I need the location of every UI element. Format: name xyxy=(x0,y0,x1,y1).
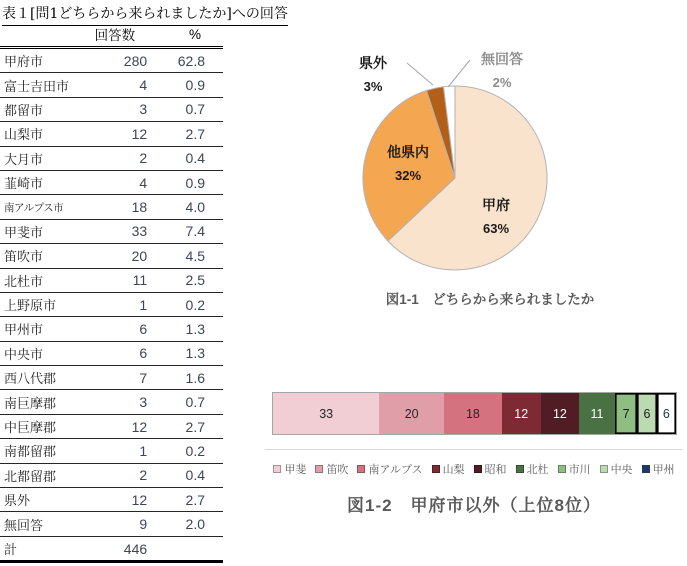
row-count: 3 xyxy=(93,390,148,414)
legend-item xyxy=(273,461,306,477)
pie-label-other-in-pref: 他県内 32% xyxy=(387,144,429,183)
legend-label: 甲斐 xyxy=(284,464,307,476)
row-percent: 0.7 xyxy=(147,390,223,414)
row-percent: 2.0 xyxy=(147,512,223,536)
table-row xyxy=(0,463,223,487)
row-label: 西八代郡 xyxy=(0,366,93,390)
col-header-blank xyxy=(0,22,93,48)
row-count: 4 xyxy=(93,73,148,97)
row-label: 都留市 xyxy=(0,97,93,121)
row-label: 無回答 xyxy=(0,512,93,536)
legend-swatch-icon xyxy=(432,465,440,473)
legend-label: 山梨 xyxy=(442,464,465,476)
row-label: 計 xyxy=(0,536,93,561)
legend-swatch-icon xyxy=(357,465,365,473)
bar-segment: 11 xyxy=(579,393,615,434)
row-label: 山梨市 xyxy=(0,122,93,146)
row-count: 2 xyxy=(93,463,148,487)
table-row xyxy=(0,48,223,73)
legend-item xyxy=(642,461,675,477)
bar-chart-caption: 図1-2 甲府市以外（上位8位） xyxy=(346,496,602,515)
legend-item xyxy=(357,461,422,477)
row-count: 6 xyxy=(93,341,148,365)
row-label: 南アルプス市 xyxy=(0,195,93,219)
bar-segment: 33 xyxy=(273,393,379,434)
row-count: 1 xyxy=(93,439,148,463)
row-percent: 0.4 xyxy=(147,463,223,487)
legend-item xyxy=(474,461,507,477)
legend-swatch-icon xyxy=(516,465,524,473)
legend-swatch-icon xyxy=(642,465,650,473)
col-header-pct: % xyxy=(147,22,223,48)
row-percent: 2.5 xyxy=(147,268,223,292)
row-label: 北都留郡 xyxy=(0,463,93,487)
row-label: 大月市 xyxy=(0,146,93,170)
row-percent: 2.7 xyxy=(147,414,223,438)
row-percent: 2.7 xyxy=(147,122,223,146)
bar-legend xyxy=(265,461,683,477)
row-count: 1 xyxy=(93,292,148,316)
legend-item xyxy=(600,461,633,477)
bar-segment: 6 xyxy=(637,393,656,434)
row-percent: 1.3 xyxy=(147,341,223,365)
row-count: 9 xyxy=(93,512,148,536)
row-count: 11 xyxy=(93,268,148,292)
row-label: 甲府市 xyxy=(0,48,93,73)
row-label: 韮崎市 xyxy=(0,170,93,194)
row-label: 笛吹市 xyxy=(0,244,93,268)
legend-swatch-icon xyxy=(558,465,566,473)
row-label: 中央市 xyxy=(0,341,93,365)
row-percent: 2.7 xyxy=(147,488,223,512)
table-row xyxy=(0,268,223,292)
row-label: 北杜市 xyxy=(0,268,93,292)
table-row xyxy=(0,439,223,463)
legend-label: 笛吹 xyxy=(326,464,349,476)
pie-leader-line xyxy=(407,63,433,85)
legend-label: 昭和 xyxy=(484,464,507,476)
row-label: 甲斐市 xyxy=(0,219,93,243)
pie-leader-line xyxy=(448,60,470,87)
response-table xyxy=(0,22,223,563)
legend-item xyxy=(516,461,549,477)
bar-segment: 12 xyxy=(541,393,580,434)
row-percent: 0.2 xyxy=(147,292,223,316)
row-count: 2 xyxy=(93,146,148,170)
row-label: 南巨摩郡 xyxy=(0,390,93,414)
stacked-bar-figure xyxy=(265,385,687,535)
row-percent: 1.6 xyxy=(147,366,223,390)
row-count: 3 xyxy=(93,97,148,121)
pie-chart-figure xyxy=(340,45,670,313)
pie-label-out-of-pref: 県外 3% xyxy=(359,55,387,94)
legend-item xyxy=(558,461,591,477)
table-row xyxy=(0,317,223,341)
row-count: 446 xyxy=(93,536,148,561)
row-percent: 0.4 xyxy=(147,146,223,170)
row-label: 南都留郡 xyxy=(0,439,93,463)
row-count: 20 xyxy=(93,244,148,268)
row-percent: 0.9 xyxy=(147,73,223,97)
row-percent: 4.5 xyxy=(147,244,223,268)
row-count: 6 xyxy=(93,317,148,341)
pie-label-no-answer: 無回答 2% xyxy=(481,51,523,90)
page-title: 表１[問1どちらから来られましたか]への回答 xyxy=(2,3,288,26)
row-label: 上野原市 xyxy=(0,292,93,316)
row-count: 18 xyxy=(93,195,148,219)
row-count: 4 xyxy=(93,170,148,194)
legend-label: 甲州 xyxy=(652,464,675,476)
col-header-count: 回答数 xyxy=(93,22,148,48)
row-count: 280 xyxy=(93,48,148,73)
legend-label: 市川 xyxy=(568,464,591,476)
legend-label: 南アルプス xyxy=(368,464,423,476)
row-label: 県外 xyxy=(0,488,93,512)
table-row xyxy=(0,244,223,268)
row-label: 中巨摩郡 xyxy=(0,414,93,438)
row-label: 甲州市 xyxy=(0,317,93,341)
legend-item xyxy=(432,461,465,477)
table-row xyxy=(0,170,223,194)
row-count: 7 xyxy=(93,366,148,390)
bar-segment: 7 xyxy=(615,393,638,434)
row-percent: 0.7 xyxy=(147,97,223,121)
legend-swatch-icon xyxy=(474,465,482,473)
legend-swatch-icon xyxy=(600,465,608,473)
table-row xyxy=(0,512,223,536)
table-row xyxy=(0,390,223,414)
row-percent: 0.2 xyxy=(147,439,223,463)
row-percent: 0.9 xyxy=(147,170,223,194)
row-percent: 1.3 xyxy=(147,317,223,341)
row-percent: 7.4 xyxy=(147,219,223,243)
bar-segment: 6 xyxy=(657,393,676,434)
table-row xyxy=(0,292,223,316)
row-count: 12 xyxy=(93,122,148,146)
pie-chart-caption: 図1-1 どちらから来られましたか xyxy=(385,292,595,307)
bar-segment: 18 xyxy=(444,393,502,434)
row-count: 12 xyxy=(93,488,148,512)
row-percent xyxy=(147,536,223,561)
bar-axis-line xyxy=(265,449,683,450)
row-count: 33 xyxy=(93,219,148,243)
table-row xyxy=(0,122,223,146)
table-total-row xyxy=(0,536,223,561)
row-percent: 62.8 xyxy=(147,48,223,73)
pie-label-kofu: 甲府 63% xyxy=(482,197,510,236)
table-row xyxy=(0,366,223,390)
row-percent: 4.0 xyxy=(147,195,223,219)
table-row xyxy=(0,195,223,219)
legend-swatch-icon xyxy=(273,465,281,473)
legend-label: 中央 xyxy=(610,464,633,476)
bar-segment: 12 xyxy=(502,393,541,434)
legend-item xyxy=(315,461,348,477)
table-row xyxy=(0,414,223,438)
stacked-bar xyxy=(272,392,677,435)
row-label: 富士吉田市 xyxy=(0,73,93,97)
table-row xyxy=(0,488,223,512)
table-row xyxy=(0,73,223,97)
legend-label: 北杜 xyxy=(526,464,549,476)
table-row xyxy=(0,219,223,243)
table-row xyxy=(0,146,223,170)
table-row xyxy=(0,97,223,121)
table-header-row xyxy=(0,22,223,48)
row-count: 12 xyxy=(93,414,148,438)
bar-segment: 20 xyxy=(379,393,444,434)
table-row xyxy=(0,341,223,365)
legend-swatch-icon xyxy=(315,465,323,473)
